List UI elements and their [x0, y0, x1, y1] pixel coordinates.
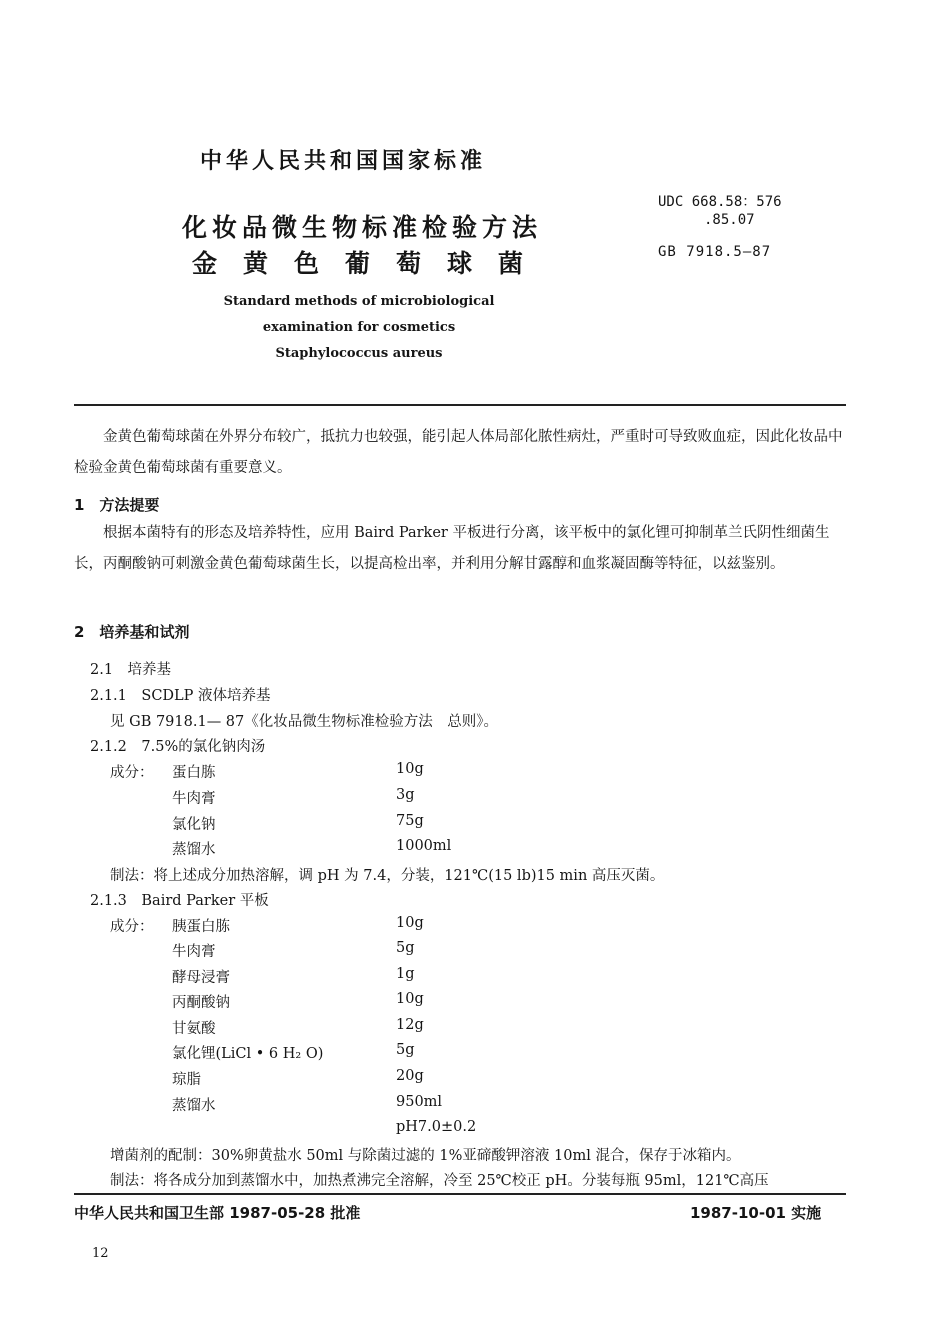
- ingredient-amount: 10g: [396, 991, 424, 1007]
- ingredient-amount: 10g: [396, 761, 424, 777]
- ingredients-label: 成分：: [110, 765, 154, 781]
- ingredients-label: 成分：: [110, 919, 154, 935]
- ingredient-amount: 5g: [396, 940, 415, 956]
- approval-date: 中华人民共和国卫生部 1987-05-28 批准: [74, 1204, 361, 1222]
- ingredient-amount: 1g: [396, 966, 415, 982]
- ingredient-amount: 75g: [396, 813, 424, 829]
- ingredient-amount: 950ml: [396, 1094, 443, 1110]
- section-2-1-3-heading: 2.1.3 Baird Parker 平板: [90, 893, 269, 909]
- ingredient-name: 氯化锂(LiCl • 6 H₂ O): [172, 1046, 324, 1062]
- section-2-1-2-heading: 2.1.2 7.5%的氯化钠肉汤: [90, 739, 266, 755]
- document-title: 化妆品微生物标准检验方法: [182, 213, 543, 242]
- ingredient-name: 甘氨酸: [172, 1021, 216, 1037]
- ingredient-amount: 20g: [396, 1068, 424, 1084]
- ph-value: pH7.0±0.2: [396, 1119, 477, 1135]
- ingredient-name: 蛋白胨: [172, 765, 216, 781]
- ingredient-name: 丙酮酸钠: [172, 995, 230, 1011]
- ingredient-name: 琼脂: [172, 1072, 201, 1088]
- english-title-line-3: Staphylococcus aureus: [275, 346, 443, 361]
- ingredient-amount: 10g: [396, 915, 424, 931]
- header-divider: [74, 404, 846, 406]
- udc-code: UDC 668.58：576: [658, 194, 782, 210]
- ingredient-amount: 3g: [396, 787, 415, 803]
- section-2-heading: 2 培养基和试剂: [74, 623, 190, 641]
- udc-code-continued: .85.07: [704, 212, 755, 228]
- preparation-2-1-3: 制法：将各成分加到蒸馏水中，加热煮沸完全溶解，冷至 25℃校正 pH。分装每瓶 95ml，121℃高压: [110, 1173, 769, 1189]
- section-1-text: 根据本菌特有的形态及培养特性，应用 Baird Parker 平板进行分离，该平板中的氯化锂可抑制革兰氏阴性细菌生长，丙酮酸钠可刺激金黄色葡萄球菌生长，以提高检出率，并利用分解甘露醇和血浆凝固酶等特征，以兹鉴别。: [74, 525, 830, 572]
- document-subtitle: 金黄色葡萄球菌: [192, 249, 550, 278]
- ingredient-amount: 5g: [396, 1042, 415, 1058]
- section-2-1-1-heading: 2.1.1 SCDLP 液体培养基: [90, 688, 271, 704]
- page-number: 12: [92, 1246, 109, 1261]
- ingredient-name: 蒸馏水: [172, 842, 216, 858]
- preparation-2-1-2: 制法：将上述成分加热溶解，调 pH 为 7.4，分装，121℃(15 lb)15 min 高压灭菌。: [110, 868, 665, 884]
- ingredient-name: 牛肉膏: [172, 944, 216, 960]
- ingredient-amount: 1000ml: [396, 838, 452, 854]
- enrichment-preparation: 增菌剂的配制：30%卵黄盐水 50ml 与除菌过滤的 1%亚碲酸钾溶液 10ml 混合，保存于冰箱内。: [110, 1148, 741, 1164]
- section-2-1-1-text: 见 GB 7918.1— 87《化妆品微生物标准检验方法 总则》。: [110, 714, 499, 730]
- effective-date: 1987-10-01 实施: [690, 1204, 822, 1222]
- ingredient-amount: 12g: [396, 1017, 424, 1033]
- english-title-line-1: Standard methods of microbiological: [223, 294, 495, 309]
- intro-paragraph: 金黄色葡萄球菌在外界分布较广，抵抗力也较强，能引起人体局部化脓性病灶，严重时可导致败血症，因此化妆品中检验金黄色葡萄球菌有重要意义。: [74, 429, 843, 476]
- ingredient-name: 酵母浸膏: [172, 970, 230, 986]
- ingredient-name: 牛肉膏: [172, 791, 216, 807]
- section-1-heading: 1 方法提要: [74, 496, 160, 514]
- footer-divider: [74, 1193, 846, 1195]
- ingredient-name: 氯化钠: [172, 817, 216, 833]
- standard-title: 中华人民共和国国家标准: [200, 149, 487, 174]
- english-title-line-2: examination for cosmetics: [262, 320, 456, 335]
- ingredient-name: 蒸馏水: [172, 1098, 216, 1114]
- section-2-1-heading: 2.1 培养基: [90, 662, 172, 678]
- ingredient-name: 胰蛋白胨: [172, 919, 230, 935]
- gb-number: GB 7918.5—87: [658, 244, 772, 260]
